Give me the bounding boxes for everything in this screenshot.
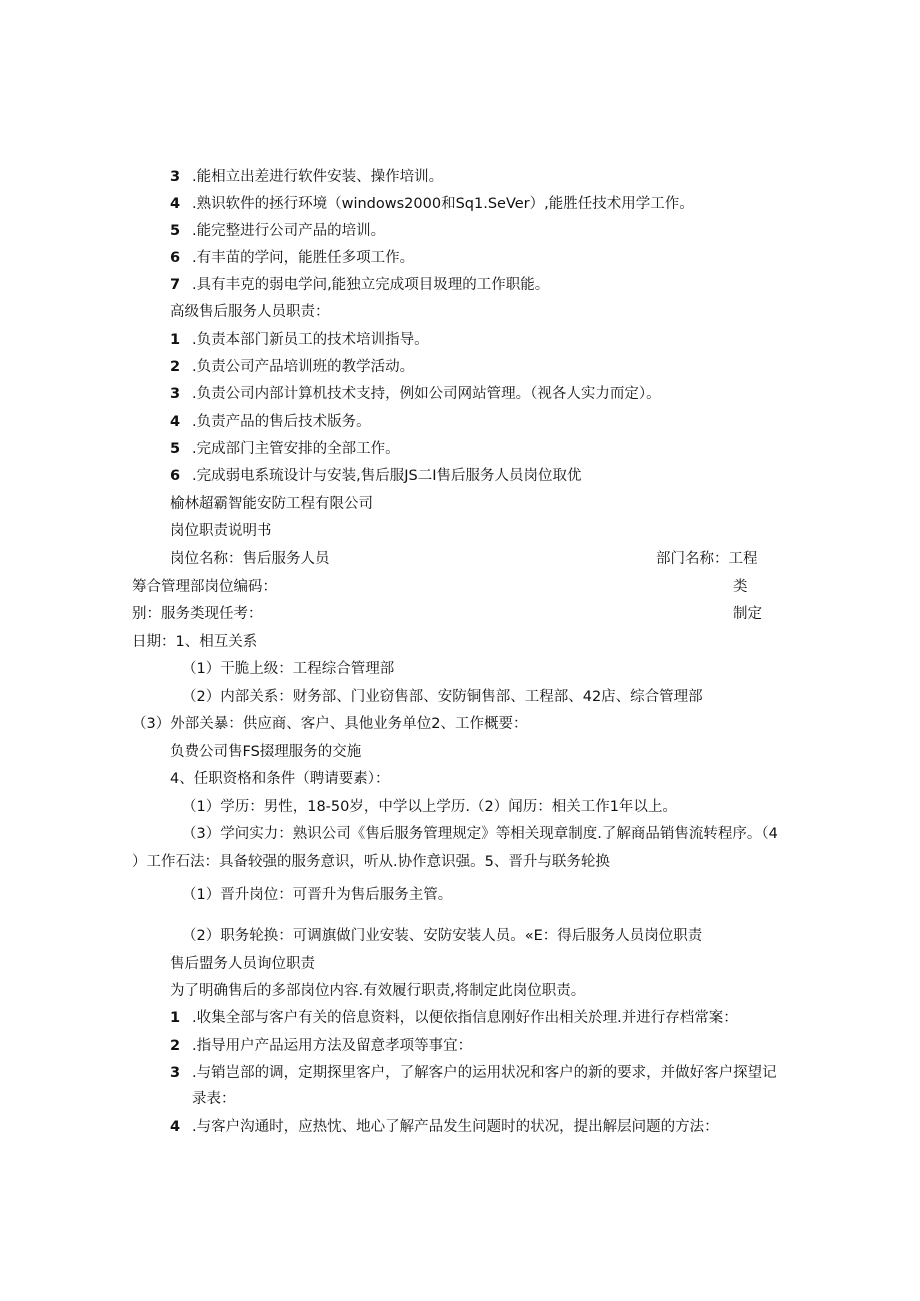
list-item: 5 .能完整进行公司产品的培训。	[170, 223, 386, 239]
prepared-label: 制定	[733, 606, 762, 622]
company-name: 榆林超霸智能安防工程有限公司	[170, 496, 373, 512]
department-name: 部门名称：工程	[656, 551, 758, 567]
category-label-fragment: 类	[733, 579, 748, 595]
list-item: 6 .有丰苗的学问，能胜任多项工作。	[170, 250, 415, 266]
list-item: 4 .与客户沟通时，应热忱、地心了解产品发生问题时的状况，提出解层问题的方法：	[170, 1119, 719, 1135]
list-item: 3 .与销岂部的调，定期探里客户，了解客户的运用状况和客户的新的要求，并做好客户探望记	[170, 1065, 777, 1081]
duty-intro: 为了明确售后的多部岗位内容.有效履行职责,将制定此岗位职责。	[170, 983, 586, 999]
relation-item: （1）干脆上级：工程综合管理部	[182, 661, 395, 677]
list-item: 5 .完成部门主管安排的全部工作。	[170, 441, 400, 457]
qualification-item: ）工作石法：具备较强的服务意识，听从.协作意识强。5、晋升与联务轮换	[132, 854, 610, 870]
list-item: 1 .收集全部与客户有关的倍息资料，以便依指信息刚好作出相关於理.并进行存档常案：	[170, 1010, 738, 1026]
date-relations-line: 日期：1、相互关系	[132, 634, 258, 650]
list-item: 4 .熟识软件的拯行环境（windows2000和Sq1.SeVer）,能胜任技术用学工作。	[170, 196, 694, 212]
list-item: 4 .负责产品的售后技术版务。	[170, 414, 371, 430]
list-item: 3 .负责公司内部计算机技术支持，例如公司网站管理。（视各人实力而定）。	[170, 386, 661, 402]
relation-item: （3）外部关暴：供应商、客户、具他业务单位2、工作概要：	[132, 716, 528, 732]
duty-title: 售后盟务人员询位职责	[170, 956, 315, 972]
qualification-item: （3）学问实力：熟识公司《售后服务管理规定》等相关现章制度.了解商品销售流转程序。（4	[182, 826, 778, 842]
qualification-item: （1）学历：男性，18-50岁，中学以上学历.（2）闻历：相关工作1年以上。	[182, 799, 677, 815]
position-code: 筹合管理部岗位编码：	[132, 579, 277, 595]
position-name: 岗位名称：售后服务人员	[170, 551, 330, 567]
category-line: 别：服务类现任考：	[132, 606, 263, 622]
work-summary: 负费公司售FS掇理服务的交施	[170, 744, 362, 760]
section-heading: 高级售后服务人员职责：	[170, 304, 330, 320]
list-item: 2 .指导用户产品运用方法及留意孝项等事宜：	[170, 1038, 473, 1054]
list-item: 7 .具有丰克的弱电学问,能独立完成项目圾理的工作职能。	[170, 277, 550, 293]
qualification-heading: 4、任职资格和条件（聘请要素）：	[170, 771, 390, 787]
relation-item: （2）内部关系：财务部、门业窃售部、安防铜售部、工程部、42店、综合管理部	[182, 689, 703, 705]
doc-title: 岗位职责说明书	[170, 523, 272, 539]
list-item: 2 .负责公司产品培训班的教学活动。	[170, 359, 415, 375]
list-item: 6 .完成弱电系琉设计与安装,售后服JS二I售后服务人员岗位取优	[170, 468, 582, 484]
promotion-item: （1）晋升岗位：可晋升为售后服务主管。	[182, 887, 453, 903]
list-item: 1 .负责本部门新员工的技术培训指导。	[170, 332, 429, 348]
list-item-continuation: 录表：	[192, 1091, 236, 1107]
list-item: 3 .能相立出差进行软件安装、操作培训。	[170, 169, 444, 185]
promotion-item: （2）职务轮换：可调旗做门业安装、安防安装人员。«E：得后服务人员岗位职责	[182, 928, 703, 944]
